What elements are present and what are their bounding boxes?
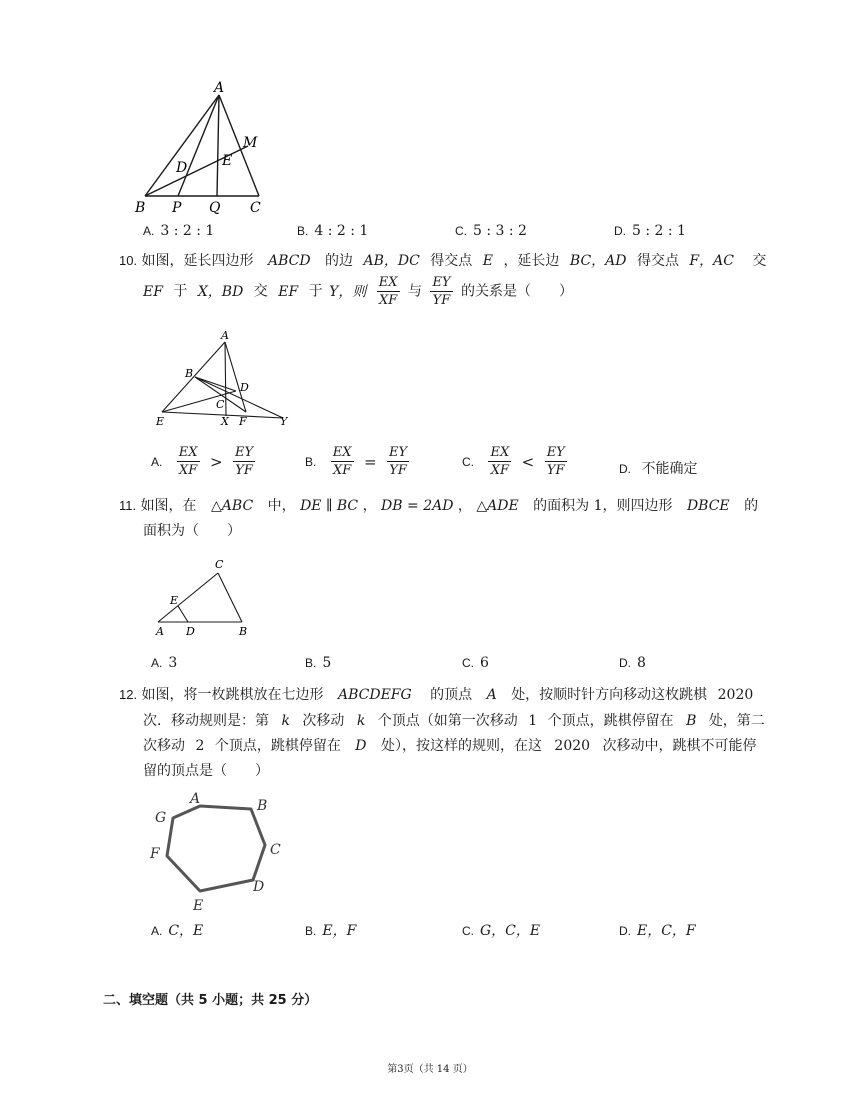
q9-option-c[interactable] [455,223,527,239]
option-label: B. [305,454,317,469]
math: D [355,738,367,754]
q12-option-c[interactable] [462,920,540,940]
q12-option-b[interactable] [305,920,356,940]
q9-label-e: E [222,153,233,169]
q10-label-d: D [240,381,249,394]
number: 1 [528,713,538,729]
fraction [545,444,567,479]
q10-option-d[interactable] [619,458,697,478]
q11-option-a[interactable] [151,655,177,671]
math: DBCE [686,498,730,514]
option-label: B. [305,656,317,670]
math: DE ∥ BC [300,498,359,514]
text: 于 [308,283,323,300]
q12-label-a: A [190,791,201,807]
option-label: A. [151,656,163,670]
q12-label-g: G [155,810,167,826]
option-label: C. [462,656,474,670]
q9-label-p: P [172,200,182,216]
text: 如图，延长四边形 [141,253,254,269]
q10-option-c[interactable] [462,444,571,479]
option-text: 5 : 2 : 1 [632,223,686,239]
text: 处，按顺时针方向移动这枚跳棋 [511,687,708,703]
numerator: EY [235,445,254,460]
text: 次移动中，跳棋不可能停 [602,738,757,754]
q10-label-c: C [216,398,225,411]
text: 交 [752,253,767,269]
q11-option-c[interactable] [462,655,489,671]
q9-label-b: B [135,200,146,216]
text: ， [457,498,472,514]
q11-label-d: D [186,625,195,638]
option-label: D. [619,656,631,670]
math: X，BD [197,283,244,300]
option-text: 3 [168,655,178,671]
question-number: 12. [119,687,138,702]
q11-label-e: E [170,594,179,607]
text: 如图，将一枚跳棋放在七边形 [141,687,324,703]
math: E [482,253,493,269]
q9-label-q: Q [209,200,221,216]
option-text: 3 : 2 : 1 [160,223,215,239]
q10-line-1 [119,250,766,270]
q12-line-2 [143,710,765,730]
text: 个顶点（如第一次移动 [377,713,518,729]
math: B [686,713,697,729]
text: 得交点 [636,253,679,269]
fraction [177,444,200,479]
q12-label-e: E [193,898,204,914]
option-label: C. [455,224,467,238]
option-label: C. [462,924,474,938]
option-text: C，E [168,923,204,939]
option-text: E，C，F [637,923,696,939]
denominator: XF [379,293,398,308]
text: 个顶点，跳棋停留在 [547,713,674,729]
q12-line-3 [143,735,757,755]
denominator: XF [333,463,352,478]
q9-label-d: D [176,160,188,176]
section-heading: 二、填空题（共 5 小题；共 25 分） [103,993,318,1008]
q9-option-d[interactable] [614,223,686,239]
text: 的 [744,498,759,514]
q9-option-b[interactable] [297,223,368,239]
q12-heptagon-figure [145,788,295,913]
q9-label-m: M [243,135,258,151]
numerator: EY [432,275,451,290]
text: 中， [267,498,296,514]
text: 如图，在 [140,498,197,514]
option-label: A. [143,224,155,238]
math: ABCDEFG [337,687,412,703]
number: 2020 [554,738,591,754]
text: 面积为（ ） [143,523,241,539]
q10-label-e: E [156,415,165,428]
q11-label-b: B [239,625,248,638]
option-label: D. [614,224,626,238]
page-footer: 第3页（共 14 页） [387,1064,473,1075]
math: k [356,713,366,729]
option-text: 8 [637,655,646,671]
text: 次移动 [143,738,185,754]
text: 次移动 [302,713,345,729]
text: 与 [407,283,422,300]
q11-label-a: A [156,625,164,638]
text: 的面积为 1，则四边形 [533,498,673,514]
option-label: A. [151,924,163,938]
math: k [281,713,290,729]
q10-label-y: Y [280,415,288,428]
option-label: B. [305,924,317,938]
text: 处），按这样的规则，在这 [380,738,542,754]
relation-operator: > [210,452,223,471]
text: 个顶点，跳棋停留在 [214,738,341,754]
q9-figure [130,78,270,218]
numerator: EY [546,445,565,460]
text: 的边 [325,253,354,269]
fraction [331,444,354,479]
numerator: EX [378,275,398,290]
denominator: YF [546,463,565,478]
q12-option-d[interactable] [619,920,696,940]
q12-label-b: B [257,798,268,814]
q10-option-b[interactable] [305,444,413,479]
text: ，延长边 [503,253,560,269]
relation-operator: = [364,452,377,471]
q10-figure [150,328,295,430]
q11-option-d[interactable] [619,655,646,671]
question-number: 10. [119,253,138,268]
fraction [387,444,409,479]
text: 处，第二 [708,713,765,729]
q10-label-a: A [221,329,229,342]
text: 于 [173,283,188,300]
option-text: 5 : 3 : 2 [473,223,527,239]
option-text: 不能确定 [641,461,698,477]
option-label: D. [619,462,631,476]
q10-option-a[interactable] [151,444,259,479]
text: 交 [253,283,268,300]
q10-label-b: B [185,367,194,380]
text: 的顶点 [430,687,473,703]
numerator: EX [332,445,352,460]
q11-label-c: C [215,558,224,571]
option-text: E，F [322,923,357,939]
denominator: XF [490,463,509,478]
text: 留的顶点是（ ） [143,763,269,779]
option-label: B. [297,224,309,238]
q9-option-a[interactable] [143,223,214,239]
denominator: YF [432,293,451,308]
relation-operator: < [521,452,535,471]
math: Y，则 [329,283,367,300]
denominator: XF [179,463,198,478]
number: 2020 [717,687,754,703]
fraction [488,444,511,479]
option-text: 5 [322,655,332,671]
denominator: YF [389,463,407,478]
question-number: 11. [119,498,137,513]
option-text: G，C，E [480,923,541,939]
option-text: 4 : 2 : 1 [314,223,369,239]
math: EF [278,283,299,300]
text: 得交点 [430,253,473,269]
q11-line-2 [143,520,241,540]
q9-label-c: C [250,200,261,216]
q12-option-a[interactable] [151,920,203,940]
q11-line-1 [119,495,758,515]
math: △ABC [211,498,254,514]
math: EF [143,283,163,300]
q12-line-4 [143,760,269,780]
numerator: EY [389,445,408,460]
q10-label-x: X [221,415,229,428]
option-label: D. [619,924,631,938]
math: DB = 2AD [381,498,454,514]
q12-label-d: D [253,879,265,895]
math: ABCD [267,253,311,269]
text: 次．移动规则是：第 [143,713,269,729]
q11-option-b[interactable] [305,655,331,671]
q10-label-f: F [239,415,247,428]
fraction-ey-yf [430,274,452,309]
math: A [486,687,497,703]
numerator: EX [490,445,510,460]
q9-label-a: A [214,80,225,96]
fraction [233,444,255,479]
q12-label-f: F [150,846,160,862]
q12-label-c: C [270,842,281,858]
q12-line-1 [119,684,753,704]
option-text: 6 [480,655,489,671]
text: ， [362,498,377,514]
math: AB，DC [363,253,420,269]
math: F，AC [689,253,734,269]
numerator: EX [178,445,198,460]
denominator: YF [235,463,253,478]
fraction-ex-xf [377,274,400,309]
math: △ADE [476,498,519,514]
q10-line-2 [143,274,573,309]
text: 的关系是（ ） [460,283,573,300]
math: BC，AD [569,253,627,269]
option-label: C. [462,454,474,469]
number: 2 [195,738,205,754]
q11-figure [150,555,260,643]
option-label: A. [151,454,163,469]
